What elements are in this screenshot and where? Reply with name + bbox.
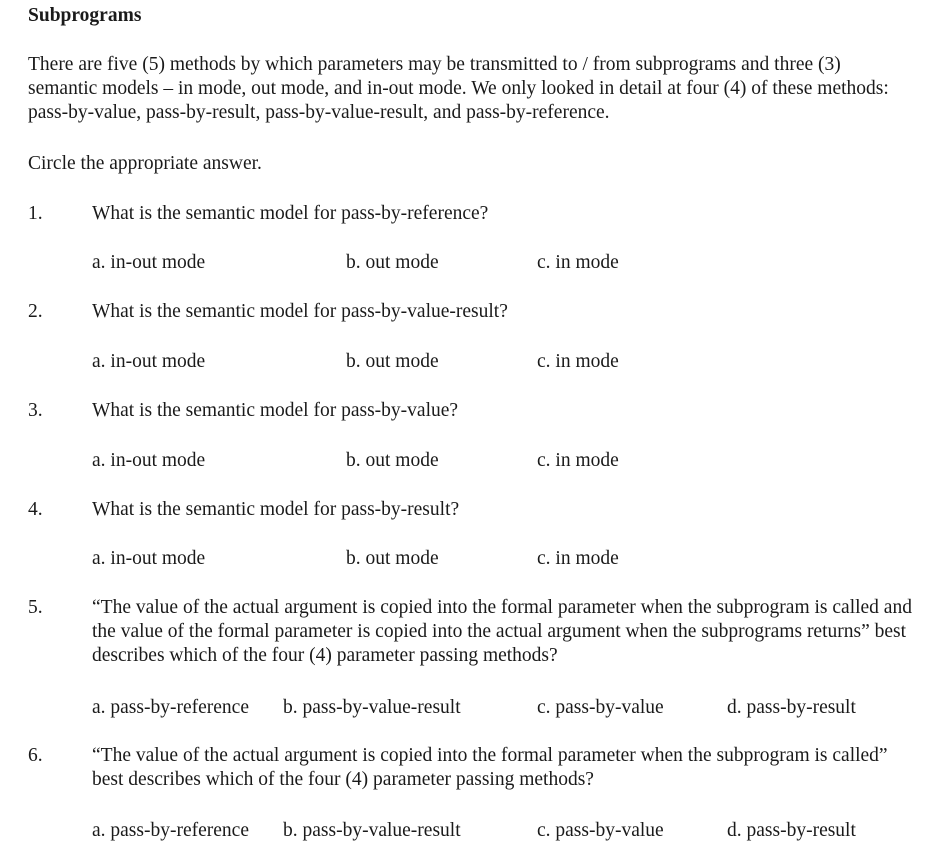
answer-option-b[interactable]: b. pass-by-value-result: [283, 820, 461, 841]
question-text: “The value of the actual argument is copied into the formal parameter when the subprogram is called” best describes which of the four (4) parameter passing methods?: [92, 745, 888, 790]
question-number: 3.: [28, 400, 43, 421]
answer-option-b[interactable]: b. out mode: [346, 252, 439, 273]
answer-option-a[interactable]: a. pass-by-reference: [92, 697, 249, 718]
question-text: What is the semantic model for pass-by-reference?: [92, 203, 489, 224]
answer-option-c[interactable]: c. in mode: [537, 450, 619, 471]
intro-paragraph: There are five (5) methods by which parameters may be transmitted to / from subprograms and three (3) semantic models – in mode, out mode, and in-out mode. We only looked in detail at four (4) of these methods: pass-by-value, pass-by-result, pass-by-value-result, and pass-by-reference.: [28, 54, 889, 123]
answer-option-a[interactable]: a. in-out mode: [92, 450, 206, 471]
question-text: What is the semantic model for pass-by-value-result?: [92, 301, 508, 322]
question-number: 2.: [28, 301, 43, 322]
question-text: What is the semantic model for pass-by-value?: [92, 400, 459, 421]
answer-option-b[interactable]: b. pass-by-value-result: [283, 697, 461, 718]
answer-option-b[interactable]: b. out mode: [346, 351, 439, 372]
document-title: Subprograms: [28, 5, 142, 26]
question-number: 4.: [28, 499, 43, 520]
answer-option-a[interactable]: a. in-out mode: [92, 548, 206, 569]
answer-option-c[interactable]: c. in mode: [537, 548, 619, 569]
answer-option-d[interactable]: d. pass-by-result: [727, 697, 856, 718]
answer-option-d[interactable]: d. pass-by-result: [727, 820, 856, 841]
answer-option-a[interactable]: a. in-out mode: [92, 252, 206, 273]
answer-option-c[interactable]: c. pass-by-value: [537, 697, 664, 718]
answer-option-a[interactable]: a. pass-by-reference: [92, 820, 249, 841]
answer-option-a[interactable]: a. in-out mode: [92, 351, 206, 372]
question-number: 6.: [28, 745, 43, 766]
answer-option-b[interactable]: b. out mode: [346, 548, 439, 569]
instructions: Circle the appropriate answer.: [28, 153, 262, 174]
question-text: What is the semantic model for pass-by-result?: [92, 499, 460, 520]
question-number: 1.: [28, 203, 43, 224]
answer-option-c[interactable]: c. in mode: [537, 351, 619, 372]
answer-option-c[interactable]: c. in mode: [537, 252, 619, 273]
question-text: “The value of the actual argument is copied into the formal parameter when the subprogram is called and the value of the formal parameter is copied into the actual argument when the subprograms returns” best describes which of the four (4) parameter passing methods?: [92, 597, 912, 666]
answer-option-c[interactable]: c. pass-by-value: [537, 820, 664, 841]
question-number: 5.: [28, 597, 43, 618]
answer-option-b[interactable]: b. out mode: [346, 450, 439, 471]
